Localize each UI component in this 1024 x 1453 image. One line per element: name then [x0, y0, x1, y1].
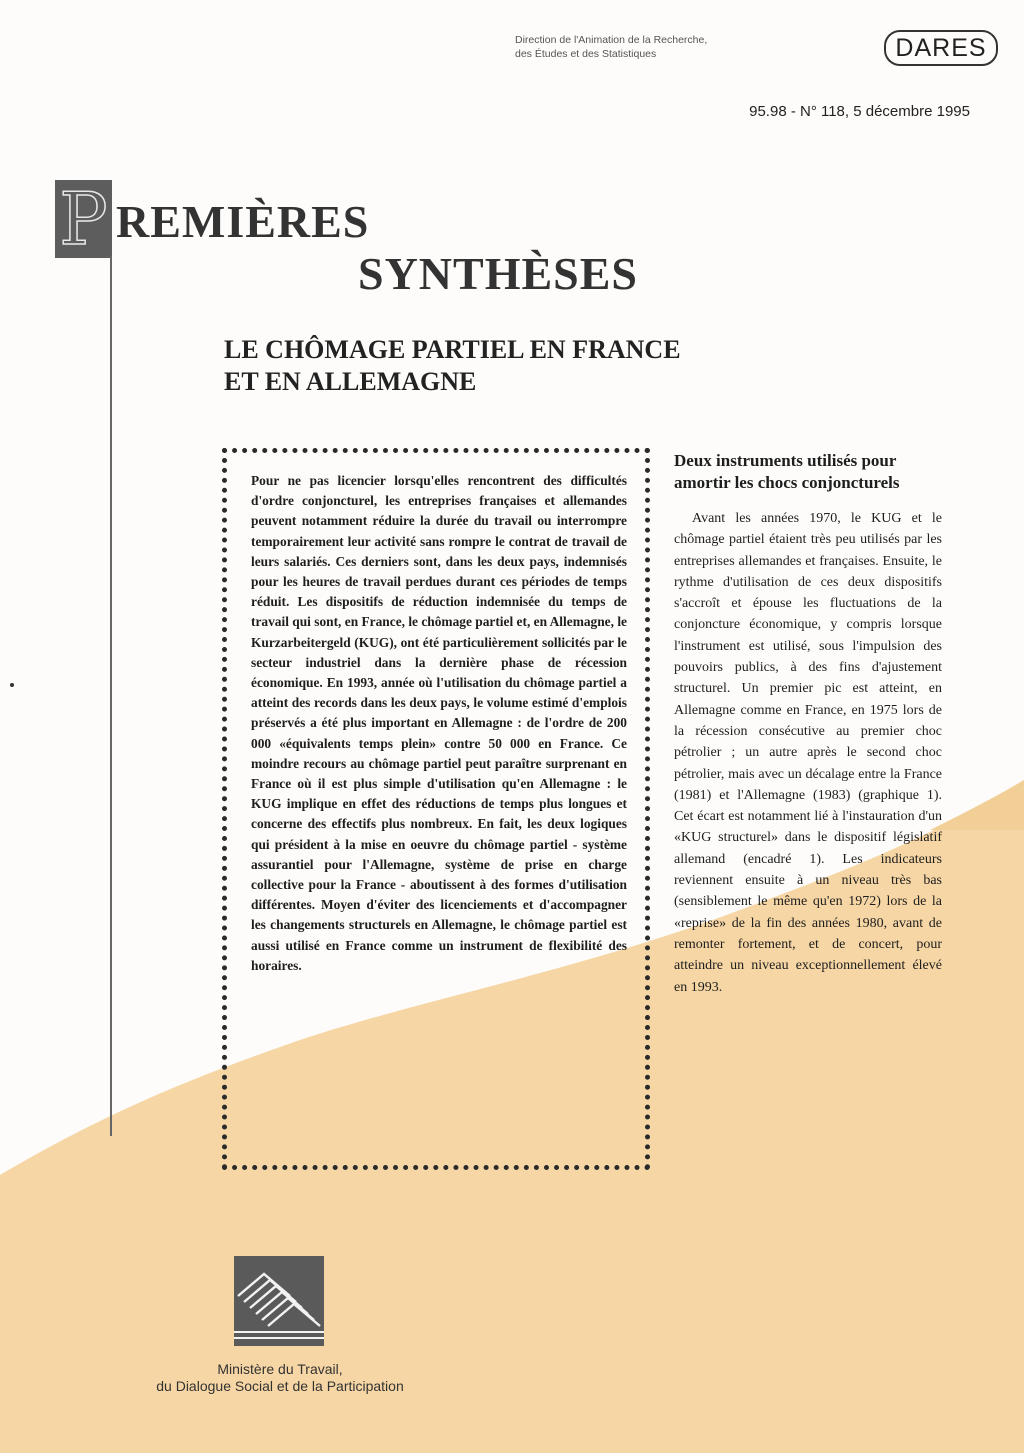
ministry-line-2: du Dialogue Social et de la Participation: [156, 1378, 404, 1394]
section-column: [674, 450, 942, 998]
masthead-initial-block: [55, 177, 112, 261]
agency-line-1: Direction de l'Animation de la Recherche,: [515, 34, 708, 46]
masthead-word-premieres: REMIÈRES: [116, 196, 370, 247]
summary-text: Pour ne pas licencier lorsqu'elles rencontrent des difficultés d'ordre conjoncturel, les entreprises françaises et allemandes peuvent notamment réduire la durée du travail ou interrompre temporairement leur activité sans rompre le contrat de travail de leurs salariés. Ces derniers sont, dans les deux pays, indemnisés pour les heures de travail perdues durant ces périodes de temps réduit. Les dispositifs de réduction indemnisée du temps de travail qui sont, en France, le chômage partiel et, en Allemagne, le Kurzarbeitergeld (KUG), ont été particulièrement sollicités par le secteur industriel dans la dernière phase de récession économique. En 1993, année où l'utilisation du chômage partiel a atteint des records dans les deux pays, le volume estimé d'emplois préservés a été plus important en Allemagne : de l'ordre de 200 000 «équivalents temps plein» contre 50 000 en France. Ce moindre recours au chômage partiel peut paraître surprenant en France où il est plus simple d'utilisation qu'en Allemagne : le KUG implique en effet des réductions de temps plus longues et concerne des effectifs plus nombreux. En fait, les deux logiques qui président à la mise en oeuvre du chômage partiel - système assurantiel pour l'Allemagne, système de prise en charge collective pour la France - aboutissent à des formes d'utilisation différentes. Moyen d'éviter des licenciements et d'accompagner les changements structurels en Allemagne, le chômage partiel est aussi utilisé en France comme un instrument de flexibilité des horaires.: [251, 473, 627, 973]
masthead-initial: P: [59, 177, 108, 261]
agency-line-2: des Études et des Statistiques: [515, 48, 657, 60]
section-body: Avant les années 1970, le KUG et le chômage partiel étaient très peu utilisés par les entreprises allemandes et françaises. Ensuite, le rythme d'utilisation de ces deux dispositifs s'accroît et épouse les fluctuations de la conjoncture économique, y compris lorsque l'instrument est utilisé, sous l'impulsion des pouvoirs publics, à des fins d'ajustement structurel. Un premier pic est atteint, en Allemagne comme en France, en 1975 lors de la récession consécutive au premier choc pétrolier ; un autre après le second choc pétrolier, mais avec un décalage entre la France (1981) et l'Allemagne (1983) (graphique 1). Cet écart est notamment lié à l'instauration d'un «KUG structurel» dans le dispositif législatif allemand (encadré 1). Les indicateurs reviennent ensuite à un niveau très bas (sensiblement le même qu'en 1972) lors de la «reprise» de la fin des années 1980, avant de remonter fortement, et de concert, pour atteindre un niveau exceptionnellement élevé en 1993.: [674, 511, 942, 995]
masthead-vertical-rule: [110, 256, 112, 1136]
section-heading: [674, 450, 942, 494]
ministry-logo-icon: [234, 1256, 324, 1346]
issue-number: 95.98 - N° 118, 5 décembre 1995: [749, 103, 970, 120]
summary-box: [222, 448, 650, 1170]
article-title-line-2: ET EN ALLEMAGNE: [224, 367, 477, 396]
section-heading-line-2: amortir les chocs conjoncturels: [674, 473, 900, 492]
margin-dot: [10, 683, 14, 687]
article-title: [224, 334, 824, 398]
section-heading-line-1: Deux instruments utilisés pour: [674, 451, 897, 470]
masthead-word-syntheses: SYNTHÈSES: [358, 248, 639, 299]
dares-logo: DARES: [884, 30, 998, 66]
ministry-name: [110, 1361, 450, 1395]
article-title-line-1: LE CHÔMAGE PARTIEL EN FRANCE: [224, 335, 681, 364]
agency-name: [515, 33, 875, 61]
ministry-line-1: Ministère du Travail,: [217, 1361, 343, 1377]
